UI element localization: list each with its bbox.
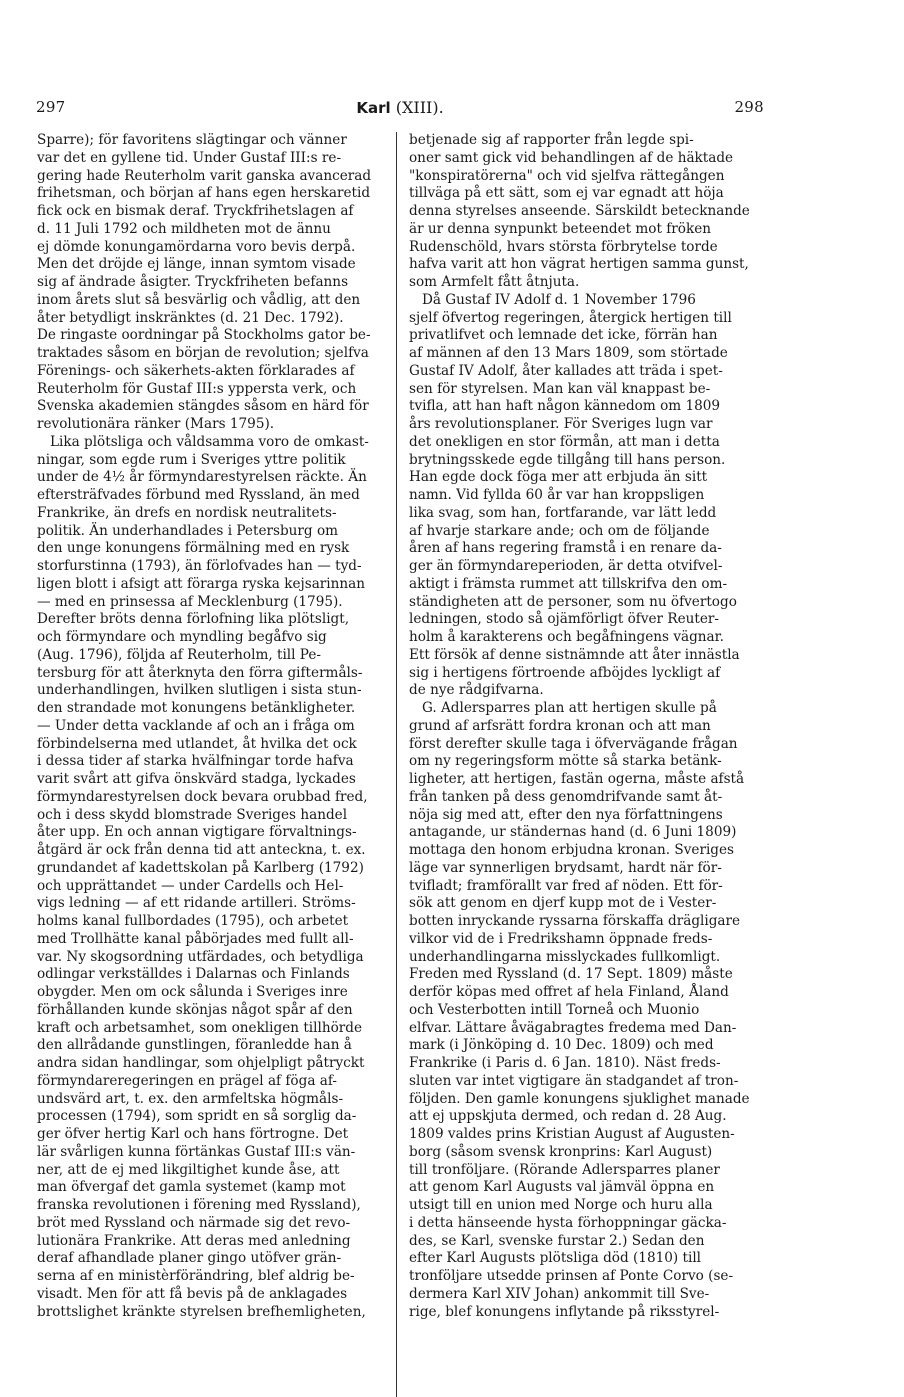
page-header bbox=[36, 98, 764, 120]
running-title-suffix: (XIII). bbox=[395, 98, 444, 117]
page-number-right: 298 bbox=[734, 98, 764, 116]
page-number-left: 297 bbox=[36, 98, 66, 116]
text-column-left: Sparre); för favoritens slägtingar och vänner var det en gyllene tid. Under Gustaf III:s re- gering hade Reuterholm varit ganska avancerad frihetsman, och början af hans egen herskaretid fick ock en bismak deraf. Tryckfrihetslagen af d. 11 Juli 1792 och mildheten mot de ännu ej dömde konungamördarna voro bevis derpå. Men det dröjde ej länge, innan symtom visade sig af ändrade åsigter. Tryckfriheten befanns inom årets slut så besvärlig och vådlig, att den åter betydligt inskränktes (d. 21 Dec. 1792). De ringaste oordningar på Stockholms gator be- traktades såsom en början de revolution; sjelfva Förenings- och säkerhets-akten förklarades af Reuterholm för Gustaf III:s yppersta verk, och Svenska akademien stängdes såsom en härd för revolutionära ränker (Mars 1795). Lika plötsliga och våldsamma voro de omkast- ningar, som egde rum i Sveriges yttre politik under de 4½ år förmyndarestyrelsen räckte. Än eftersträfvades förbund med Ryssland, än med Frankrike, än drefs en nordisk neutralitets- politik. Än underhandlades i Petersburg om den unge konungens förmälning med en rysk storfurstinna (1793), än förlofvades han — tyd- ligen blott i afsigt att förarga ryska kejsarinnan — med en prinsessa af Mecklenburg (1795). Derefter bröts denna förlofning lika plötsligt, och förmyndare och myndling begåfvo sig (Aug. 1796), följda af Reuterholm, till Pe- tersburg för att återknyta den förra giftermåls- underhandlingen, hvilken slutligen i sista stun- den strandade mot konungens betänkligheter. — Under detta vacklande af och an i fråga om förbindelserna med utlandet, åt hvilka det ock i dessa tider af starka hvälfningar torde hafva varit svårt att gifva önskvärd stadga, lyckades förmyndarestyrelsen dock bevara orubbad fred, och i dess skydd blomstrade Sveriges handel åter upp. En och annan vigtigare förvaltnings- åtgärd är ock från denna tid att anteckna, t. ex. grundandet af kadettskolan på Karlberg (1792) och upprättandet — under Cardells och Hel- vigs ledning — af ett ridande artilleri. Ströms- holms kanal fullbordades (1795), och arbetet med Trollhätte kanal påbörjades med fullt all- var. Ny skogsordning utfärdades, och betydliga odlingar verkställdes i Dalarnas och Finlands obygder. Men om ock sålunda i Sveriges inre förhållanden kunde skönjas något spår af den kraft och arbetsamhet, som onekligen tillhörde den allrådande gunstlingen, föranledde han å andra sidan handlingar, som ohjelpligt påtryckt förmyndareregeringen en prägel af föga af- undsvärd art, t. ex. den armfeltska högmåls- processen (1794), som spridt en så sorglig da- ger öfver hertig Karl och hans förtrogne. Det lär svårligen kunna förtänkas Gustaf III:s vän- ner, att de ej med likgiltighet kunde åse, att man öfvergaf det gamla systemet (kamp mot franska revolutionen i förening med Ryssland), bröt med Ryssland och närmade sig det revo- lutionära Frankrike. Att deras med anledning deraf afhandlade planer gingo utöfver grän- serna af en ministèrförändring, blef aldrig be- visadt. Men för att få bevis på de anklagades brottslighet kränkte styrelsen brefhemligheten, bbox=[37, 132, 372, 1320]
running-title-name: Karl bbox=[356, 99, 391, 117]
running-title bbox=[36, 98, 764, 117]
column-divider bbox=[396, 132, 397, 1397]
text-column-right: betjenade sig af rapporter från legde spi- oner samt gick vid behandlingen af de häktade "konspiratörerna" och vid sjelfva rättegången tillväga på ett sätt, som ej var egnadt att höja denna styrelses anseende. Särskildt betecknande är ur denna synpunkt beteendet mot fröken Rudenschöld, hvars största förbrytelse torde hafva varit att hon vägrat hertigen samma gunst, som Armfelt fått åtnjuta. Då Gustaf IV Adolf d. 1 November 1796 sjelf öfvertog regeringen, återgick hertigen till privatlifvet och lemnade det icke, förrän han af männen af den 13 Mars 1809, som störtade Gustaf IV Adolf, åter kallades att träda i spet- sen för styrelsen. Man kan väl knappast be- tvifla, att han haft någon kännedom om 1809 års revolutionsplaner. För Sveriges lugn var det onekligen en stor förmån, att man i detta brytningsskede egde tillgång till hans person. Han egde dock föga mer att erbjuda än sitt namn. Vid fyllda 60 år var han kroppsligen lika svag, som han, fortfarande, var lätt ledd af hvarje starkare ande; och om de följande åren af hans regering framstå i en renare da- ger än förmyndareperioden, är detta otvifvel- aktigt i främsta rummet att tillskrifva den om- ständigheten att de personer, som nu öfvertogo ledningen, stodo så ojämförligt öfver Reuter- holm å karakterens och begåfningens vägnar. Ett försök af denne sistnämnde att åter innästla sig i hertigens förtroende afböjdes lyckligt af de nye rådgifvarna. G. Adlersparres plan att hertigen skulle på grund af arfsrätt fordra kronan och att man först derefter skulle taga i öfvervägande frågan om ny regeringsform mötte så starka betänk- ligheter, att hertigen, fastän ogerna, måste afstå från tanken på dess genomdrifvande samt åt- nöja sig med att, efter den nya författningens antagande, ur ständernas hand (d. 6 Juni 1809) mottaga den honom erbjudna kronan. Sveriges läge var synnerligen brydsamt, hardt när för- tvifladt; framförallt var fred af nöden. Ett för- sök att genom en djerf kupp mot de i Vester- botten inryckande ryssarna förskaffa drägligare vilkor vid de i Fredrikshamn öppnade freds- underhandlingarna misslyckades fullkomligt. Freden med Ryssland (d. 17 Sept. 1809) måste derför köpas med offret af hela Finland, Åland och Vesterbotten intill Torneå och Muonio elfvar. Lättare åvägabragtes fredema med Dan- mark (i Jönköping d. 10 Dec. 1809) och med Frankrike (i Paris d. 6 Jan. 1810). Näst freds- sluten var intet vigtigare än stadgandet af tron- följden. Den gamle konungens sjuklighet manade att ej uppskjuta dermed, och redan d. 28 Aug. 1809 valdes prins Kristian August af Augusten- borg (såsom svensk kronprins: Karl August) till tronföljare. (Rörande Adlersparres planer att genom Karl Augusts val jämväl öppna en utsigt till en union med Norge och huru alla i detta hänseende hysta förhoppningar gäcka- des, se Karl, svenske furstar 2.) Sedan den efter Karl Augusts plötsliga död (1810) till tronföljare utsedde prinsen af Ponte Corvo (se- dermera Karl XIV Johan) ankommit till Sve- rige, blef konungens inflytande på riksstyrel- bbox=[409, 132, 750, 1320]
